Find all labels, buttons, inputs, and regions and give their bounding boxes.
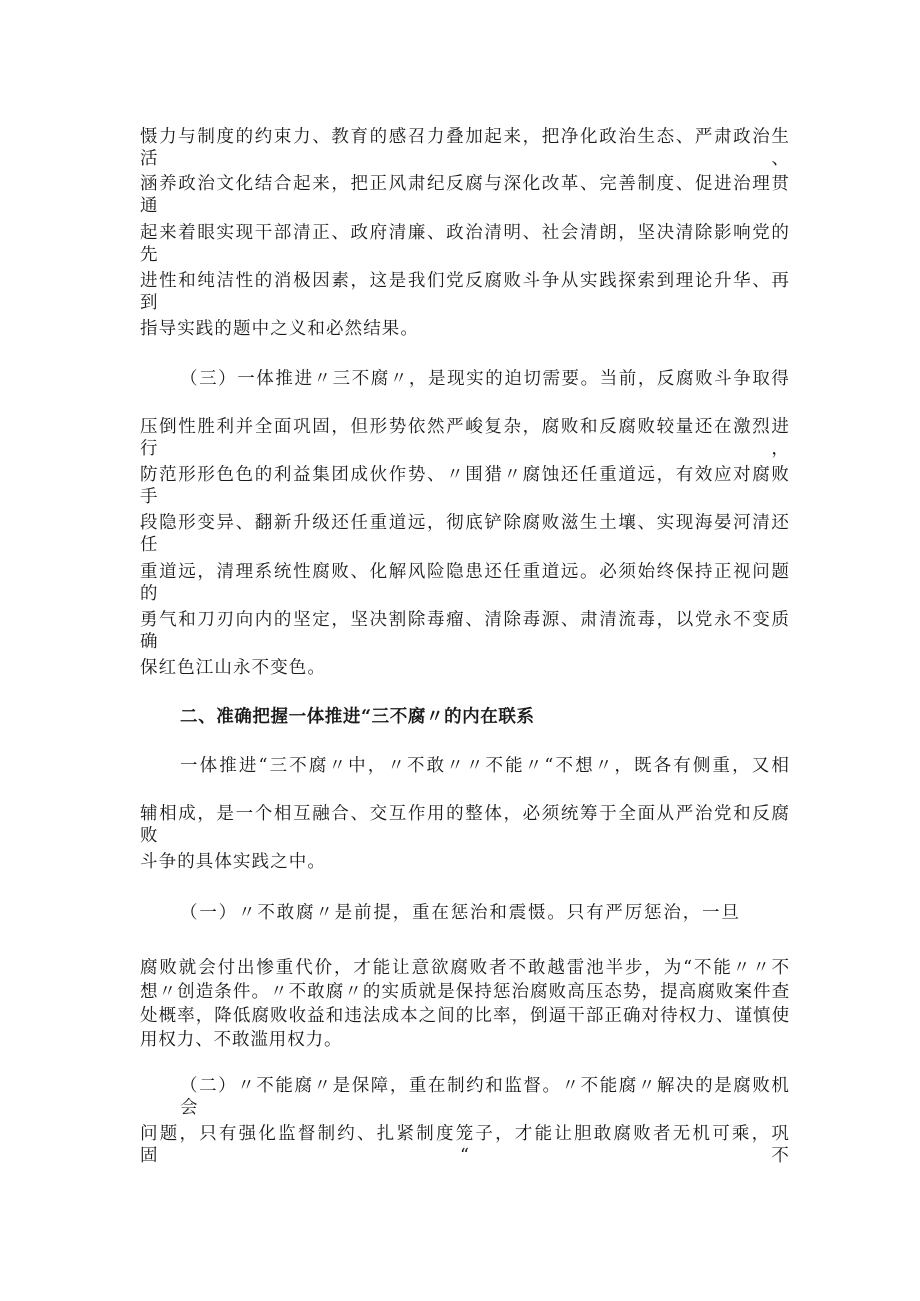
text-line: 防范形形色色的利益集团成伙作势、〃围猎〃腐蚀还任重道远，有效应对腐败手 [140,465,790,507]
text-line: 问题，只有强化监督制约、扎紧制度笼子，才能让胆敢腐败者无机可乘，巩固“不 [140,1124,790,1166]
text-line: 起来着眼实现干部清正、政府清廉、政治清明、社会清朗，坚决清除影响党的先 [140,223,790,265]
text-line: 涵养政治文化结合起来，把正风肃纪反腐与深化改革、完善制度、促进治理贯通 [140,174,790,216]
text-line: 处概率，降低腐败收益和违法成本之间的比率，倒逼干部正确对待权力、谨慎使 [140,1006,790,1026]
text-line: 重道远，清理系统性腐败、化解风险隐患还任重道远。必须始终保持正视问题的 [140,562,790,604]
text-line: 斗争的具体实践之中。 [140,852,326,872]
text-line: 勇气和刀刃向内的坚定，坚决割除毒瘤、清除毒源、肃清流毒，以党永不变质确 [140,610,790,652]
section-heading: 二、准确把握一体推进“三不腐〃的内在联系 [180,707,535,727]
text-line: 用权力、不敢滥用权力。 [140,1030,343,1050]
text-line: （一）〃不敢腐〃是前提，重在惩治和震慑。只有严厉惩治，一旦 [180,903,740,923]
text-line: 压倒性胜利并全面巩固，但形势依然严峻复杂，腐败和反腐败较量还在激烈进行， [140,417,790,459]
text-line: 腐败就会付出惨重代价，才能让意欲腐败者不敢越雷池半步，为“不能〃〃不 [140,958,790,978]
text-line: 辅相成，是一个相互融合、交互作用的整体，必须统筹于全面从严治党和反腐败 [140,804,790,846]
text-line: 慑力与制度的约束力、教育的感召力叠加起来，把净化政治生态、严肃政治生活、 [140,127,790,169]
text-line: （二）〃不能腐〃是保障，重在制约和监督。〃不能腐〃解决的是腐败机会 [180,1076,790,1118]
text-line: 进性和纯洁性的消极因素，这是我们党反腐败斗争从实践探索到理论升华、再到 [140,271,790,313]
text-line: 保红色江山永不变色。 [140,658,326,678]
text-line: 段隐形变异、翻新升级还任重道远，彻底铲除腐败滋生土壤、实现海晏河清还任 [140,513,790,555]
text-line: 指导实践的题中之义和必然结果。 [140,319,419,339]
text-line: 想〃创造条件。〃不敢腐〃的实质就是保持惩治腐败高压态势，提高腐败案件查 [140,982,790,1002]
text-line: 一体推进“三不腐〃中，〃不敢〃〃不能〃“不想〃，既各有侧重，又相 [180,756,790,776]
section-3-heading-line: （三）一体推进〃三不腐〃，是现实的迫切需要。当前，反腐败斗争取得 [180,369,790,389]
